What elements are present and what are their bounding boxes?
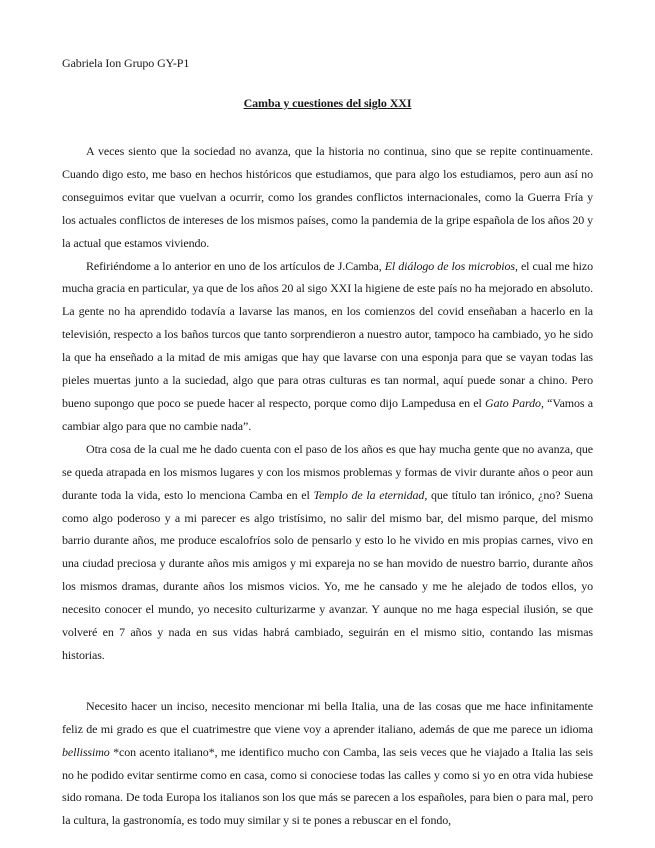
paragraph-3-text-b: , que título tan irónico, ¿no? Suena como algo poderoso y a mi parecer es algo tristísimo, no salir del mismo bar, del mismo parque, del mismo barrio durante años, me produce escalofríos solo de pensarlo y esto lo he vivido en mis propias carnes, vivo en una ciudad preciosa y durante años mis amigos y mi expareja no se han movido de nuestro barrio, durante años los mismos dramas, durante años los mismos vicios. Yo, me he cansado y me he alejado de todos ellos, yo necesito conocer el mundo, yo necesito culturizarme y avanzar. Y aunque no me haga especial ilusión, se que volveré en 7 años y nada en sus vidas habrá cambiado, seguirán en el mismo sitio, contando las mismas historias. <box>62 487 593 662</box>
paragraph-2-text-a: Refiriéndome a lo anterior en uno de los artículos de J.Camba, <box>86 258 385 273</box>
paragraph-3-italic-title: Templo de la eternidad <box>313 487 425 502</box>
paragraph-2-text-b: , el cual me hizo mucha gracia en particular, ya que de los años 20 al sigo XXI la higiene de este país no ha mejorado en absoluto. La gente no ha aprendido todavía a lavarse las manos, en los comienzos del covid enseñaban a hacerlo en la televisión, respecto a los baños turcos que tanto sorprendieron a nuestro autor, tampoco ha cambiado, yo he sido la que ha enseñado a la mitad de mis amigas que hay que lavarse con una esponja para que se vayan todas las pieles muertas junto a la suciedad, algo que para otras culturas es tan normal, aquí puede sonar a chino. Pero bueno supongo que poco se puede hacer al respecto, porque como dijo Lampedusa en el <box>62 258 593 410</box>
paragraph-4-italic-word: bellissimo <box>62 744 110 759</box>
paragraph-4 <box>62 695 593 832</box>
paragraph-3 <box>62 438 593 667</box>
paragraph-2-text-c: , “Vamos a cambiar algo para que no cambie nada”. <box>62 395 593 433</box>
paragraph-4-text-b: *con acento italiano*, me identifico mucho con Camba, las seis veces que he viajado a Italia las seis no he podido evitar sentirme como en casa, como si conociese todas las calles y como si yo en otra vida hubiese sido romana. De toda Europa los italianos son los que más se parecen a los españoles, para bien o para mal, pero la cultura, la gastronomía, es todo muy similar y si te pones a rebuscar en el fondo, <box>62 744 593 828</box>
document-title: Camba y cuestiones del siglo XXI <box>243 96 412 110</box>
paragraph-4-text-a: Necesito hacer un inciso, necesito mencionar mi bella Italia, una de las cosas que me hace infinitamente feliz de mi grado es que el cuatrimestre que viene voy a aprender italiano, además de que me parece un idioma <box>62 698 593 736</box>
paragraph-2 <box>62 255 593 438</box>
paragraph-1-text: A veces siento que la sociedad no avanza, que la historia no continua, sino que se repite continuamente. Cuando digo esto, me baso en hechos históricos que estudiamos, que para algo los estudiamos, pero aun así no conseguimos evitar que vuelvan a ocurrir, como los grandes conflictos internacionales, como la Guerra Fría y los actuales conflictos de intereses de los mismos países, como la pandemia de la gripe española de los años 20 y la actual que estamos viviendo. <box>62 144 593 250</box>
paragraph-3-text-a: Otra cosa de la cual me he dado cuenta con el paso de los años es que hay mucha gente que no avanza, que se queda atrapada en los mismos lugares y con los mismos problemas y formas de vivir durante años o peor aun durante toda la vida, esto lo menciona Camba en el <box>62 441 593 502</box>
paragraph-2-italic-title-a: El diálogo de los microbios <box>384 258 515 273</box>
document-body <box>62 140 593 832</box>
paragraph-1 <box>62 140 593 255</box>
paragraph-gap <box>62 667 593 695</box>
paragraph-2-italic-title-b: Gato Pardo <box>485 395 541 410</box>
author-line: Gabriela Ion Grupo GY-P1 <box>62 56 190 70</box>
